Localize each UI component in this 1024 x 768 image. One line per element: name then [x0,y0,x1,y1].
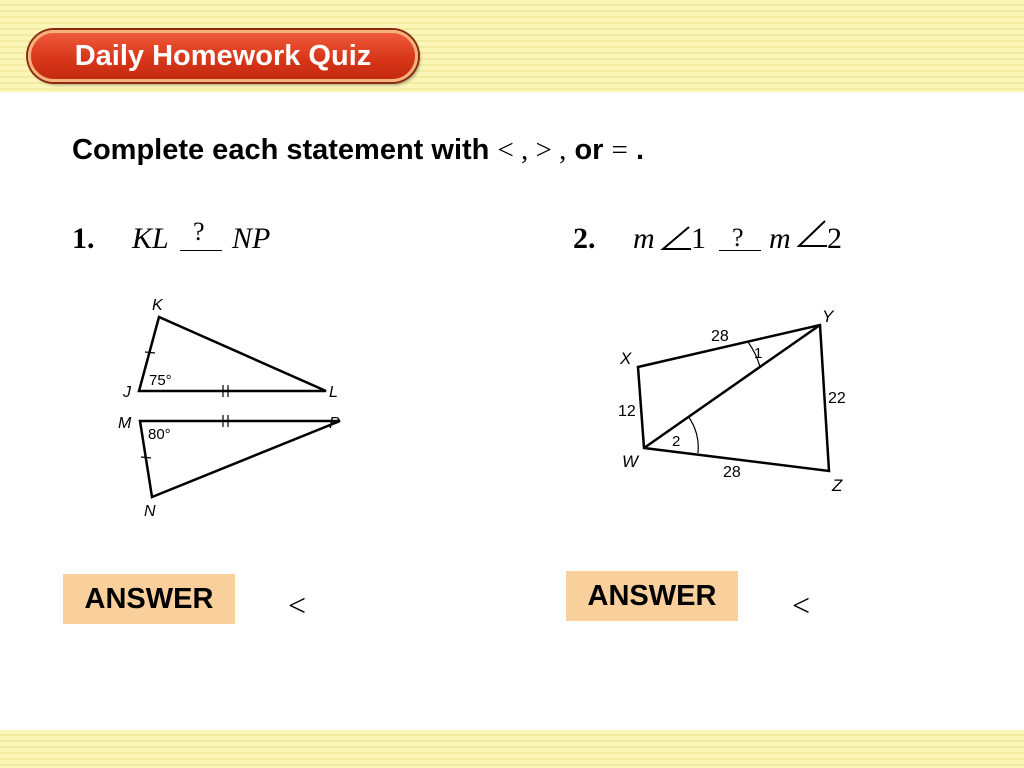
quadrilateral-xyzw [638,325,829,471]
vertex-label-p: P [329,415,340,432]
tick-mark-jk [145,352,155,353]
answer-button-2[interactable]: ANSWER [566,571,738,621]
vertex-label-z: Z [832,476,843,495]
problem-1-figure [110,290,350,525]
problem-1-blank [180,250,222,251]
vertex-label-j: J [123,384,131,401]
problem-2-figure [608,300,868,500]
problem-2-num-left: 1 [691,222,706,255]
side-label-xy: 28 [711,328,729,345]
answer-button-1[interactable]: ANSWER [63,574,235,624]
problem-2-num-right: 2 [827,222,842,255]
side-label-yz: 22 [828,390,846,407]
problem-1-right: NP [232,222,271,255]
instruction-symbols: < , > , [497,134,567,166]
instruction-equals: = [611,134,628,166]
answer-value-1: < [288,587,307,623]
problem-2-number: 2. [573,222,596,255]
side-label-wz: 28 [723,464,741,481]
problem-2-question-mark: ? [732,223,744,252]
instruction-lead: Complete each statement with [72,134,490,166]
side-label-xw: 12 [618,403,636,420]
vertex-label-x: X [620,349,632,368]
vertex-label-k: K [152,297,163,314]
angle-symbol-icon [796,218,828,250]
problem-1-question-mark: ? [193,217,205,246]
angle-arc-2 [688,416,698,453]
problem-2-m-right: m [769,222,791,255]
problem-1-number: 1. [72,222,95,255]
angle-label-2: 2 [672,433,681,450]
problem-2-statement [573,222,863,262]
instruction-period: . [635,134,645,166]
angle-symbol-icon [660,224,692,252]
angle-label-m: 80° [148,426,171,443]
diagonal-wy [644,325,820,448]
vertex-label-n: N [144,503,156,520]
instruction-text [72,134,644,167]
vertex-label-y: Y [822,307,834,326]
title-banner [28,30,418,82]
problem-2-m-left: m [633,222,655,255]
footer-band [0,730,1024,768]
tick-mark-mn [141,457,151,458]
problem-1-statement [72,217,332,262]
angle-label-j: 75° [149,372,172,389]
page-title: Daily Homework Quiz [74,39,372,72]
angle-label-1: 1 [754,345,763,362]
instruction-or: or [574,134,604,166]
problem-1-left: KL [132,222,169,255]
answer-value-2: < [792,587,811,623]
vertex-label-m: M [118,415,132,432]
vertex-label-l: L [329,384,338,401]
vertex-label-w: W [622,452,639,471]
